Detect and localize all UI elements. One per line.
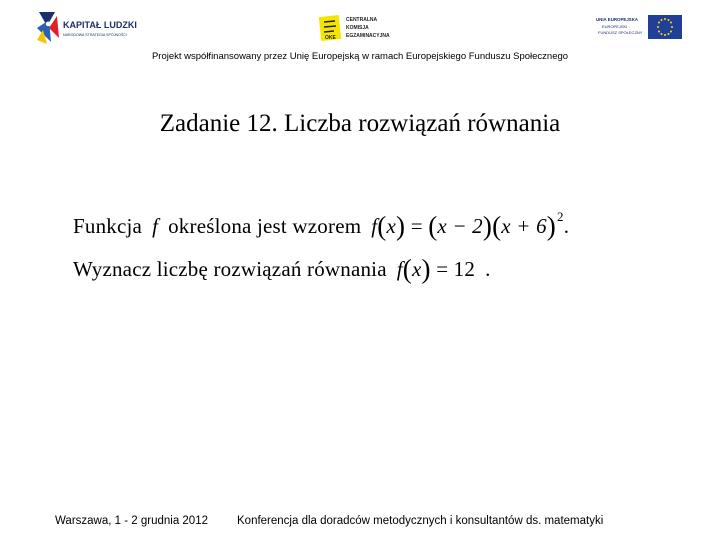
formula-2-x: x <box>412 257 422 281</box>
eu-line-3: FUNDUSZ SPOŁECZNY <box>598 30 643 35</box>
logo-left-subtitle: NARODOWA STRATEGIA SPÓJNOŚCI <box>63 33 127 37</box>
oke-line-3: EGZAMINACYJNA <box>346 33 390 39</box>
oke-line-1: CENTRALNA <box>346 17 378 23</box>
formula-2-rhs: = 12 <box>436 257 476 281</box>
footer-conference: Konferencja dla doradców metodycznych i konsultantów ds. matematyki <box>237 515 604 527</box>
formula-1: $f(x) = (x - 2)(x + 6)^2$ <box>371 209 564 241</box>
eu-line-1: UNIA EUROPEJSKA <box>596 17 639 22</box>
line2-text: Wyznacz liczbę rozwiązań równania <box>73 257 387 281</box>
logo-left-title: KAPITAŁ LUDZKI <box>63 20 137 30</box>
formula-1-x: x <box>386 214 397 238</box>
line1-text-a: Funkcja <box>73 214 143 238</box>
eu-line-2: EUROPEJSKI <box>602 24 628 29</box>
task-line-1 <box>73 209 569 240</box>
task-line-2 <box>73 256 491 283</box>
kapital-ludzki-logo <box>35 10 145 46</box>
formula-2-f: f <box>396 257 403 281</box>
slide-title: Zadanie 12. Liczba rozwiązań równania <box>159 110 561 137</box>
formula-1-f: f <box>371 214 378 238</box>
line1-text-b: określona jest wzorem <box>168 214 362 238</box>
line1-end: . <box>563 214 570 238</box>
line1-var-f: f <box>152 214 159 238</box>
oke-line-2: KOMISJA <box>346 25 369 31</box>
footer-date: Warszawa, 1 - 2 grudnia 2012 <box>55 515 208 527</box>
oke-mark: OKE <box>325 35 336 41</box>
formula-1-right-factor: x + 6 <box>501 214 547 238</box>
eu-logo <box>592 14 684 40</box>
formula-1-eq: = <box>410 214 423 238</box>
oke-logo <box>318 13 408 43</box>
formula-1-exponent: 2 <box>557 209 564 224</box>
formula-2: f(x) = 12 <box>396 254 476 284</box>
funding-note: Projekt współfinansowany przez Unię Europejską w ramach Europejskiego Funduszu Społecznego <box>151 51 569 62</box>
formula-1-left-factor: x − 2 <box>437 214 483 238</box>
line2-end: . <box>485 257 491 281</box>
